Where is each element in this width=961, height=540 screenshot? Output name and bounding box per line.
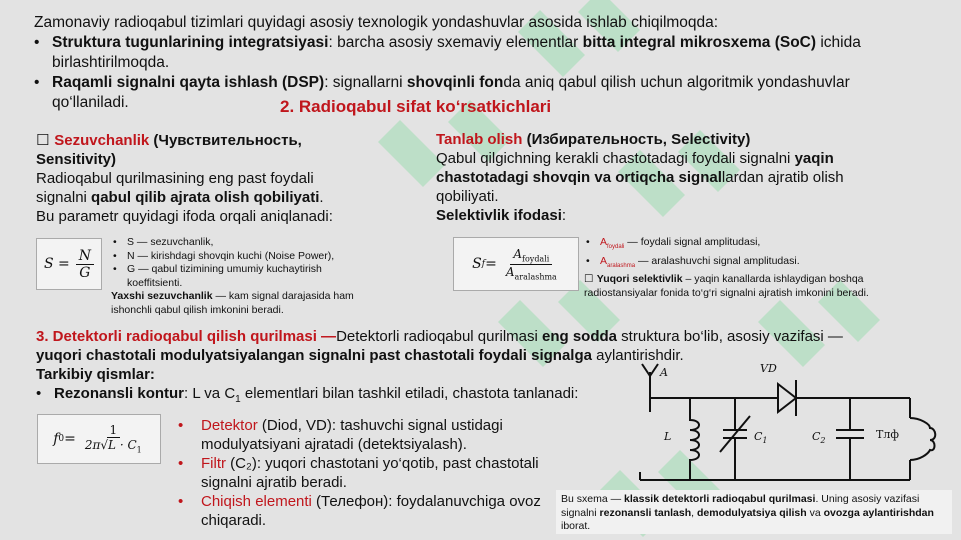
section3-t1: Detektorli radioqabul qurilmasi bbox=[336, 328, 542, 345]
section2-title: 2. Radioqabul sifat ko‘rsatkichlari bbox=[280, 97, 552, 116]
square-icon: ☐ bbox=[584, 273, 597, 286]
intro-b2-bold: Raqamli signalni qayta ishlash (DSP) bbox=[52, 74, 325, 91]
intro-b2-text2: da aniq qabul qilish uchun algoritmik yondashuvlar qo‘llaniladi. bbox=[52, 74, 850, 111]
intro-b1-text2: ichida birlashtirilmoqda. bbox=[52, 34, 861, 71]
square-icon: ☐ bbox=[36, 131, 55, 149]
intro-b1-text: : barcha asosiy sxemaviy elementlar bbox=[328, 34, 583, 51]
sensitivity-p1: Radioqabul qurilmasining eng past foydali signalni bbox=[36, 170, 314, 206]
sensitivity-block bbox=[36, 131, 366, 226]
caption-t3: , bbox=[691, 506, 697, 519]
sens-formula-num: N bbox=[76, 248, 94, 265]
res-formula-lhs: f bbox=[53, 431, 59, 447]
sensitivity-p2: Bu parametr quyidagi ifoda orqali aniqlanadi: bbox=[36, 208, 333, 225]
section3-t1-bold: eng sodda bbox=[542, 328, 618, 345]
component-item bbox=[174, 454, 574, 492]
caption-b2: rezonansli tanlash bbox=[599, 506, 692, 519]
selectivity-block bbox=[436, 130, 896, 225]
caption-b1: klassik detektorli radioqabul qurilmasi bbox=[624, 493, 816, 505]
diode-symbol bbox=[760, 380, 796, 416]
sel-note1-sub: foydali bbox=[607, 244, 625, 251]
sel-note3-text: – yaqin kanallarda ishlaydigan boshqa radiostansiyalar fonida to‘g‘ri signalni ajratish imkonini beradi. bbox=[584, 273, 869, 299]
sens-formula-lhs: S = bbox=[43, 256, 70, 272]
section3-b1-text: : L va C bbox=[184, 385, 236, 402]
resonance-formula bbox=[37, 414, 161, 464]
sens-note-text: — kam signal darajasida ham ishonchli qabul qilish imkonini beradi. bbox=[111, 290, 354, 316]
caption-t5: iborat. bbox=[561, 520, 591, 532]
phone-symbol bbox=[910, 418, 935, 460]
sensitivity-p1-end: . bbox=[319, 189, 324, 206]
capacitor-c1-symbol bbox=[720, 398, 750, 480]
sel-formula-sub: f bbox=[481, 259, 486, 269]
sel-formula-lhs: S bbox=[472, 256, 482, 272]
component-term: Chiqish elementi bbox=[201, 493, 312, 510]
intro-b2-text: : signallarni bbox=[324, 74, 407, 91]
sensitivity-notes bbox=[111, 236, 371, 317]
sel-note3-bold: Yuqori selektivlik bbox=[596, 273, 683, 286]
selectivity-p1-end: lardan ajratib olish qobiliyati. bbox=[436, 169, 844, 205]
selectivity-formula bbox=[453, 237, 579, 291]
selectivity-p2-end: : bbox=[561, 207, 567, 224]
component-text: (Diod, VD): tashuvchi signal ustidagi modulyatsiyani ajratadi (detektsiyalash). bbox=[201, 417, 503, 453]
sel-note1-a: A bbox=[600, 236, 608, 248]
res-formula-den: 2π√L · C bbox=[84, 438, 137, 453]
sel-formula-num-sub: foydali bbox=[522, 254, 550, 264]
components-list bbox=[174, 416, 574, 530]
detector-circuit-diagram bbox=[620, 362, 950, 490]
caption-t2: . Uning asosiy vazifasi signalni bbox=[561, 493, 920, 519]
section3-parts: Tarkibiy qismlar: bbox=[36, 366, 155, 383]
sel-note1-text: — foydali signal amplitudasi, bbox=[624, 236, 761, 248]
selectivity-p1-bold: yaqin chastotadagi shovqin va ortiqcha signal bbox=[436, 150, 834, 186]
section3-t2-rest: aylantirishdir. bbox=[591, 347, 684, 364]
sel-formula-eq: = bbox=[485, 256, 497, 272]
caption-b3: demodulyatsiya qilish bbox=[696, 506, 807, 519]
sel-formula-num: A bbox=[513, 247, 523, 262]
section3-title: 3. Detektorli radioqabul qilish qurilmasi — bbox=[36, 328, 337, 345]
section3-b1-sub: 1 bbox=[235, 394, 241, 405]
inductor-symbol bbox=[690, 398, 699, 480]
sens-note-2: • N — kirishdagi shovqin kuchi (Noise Power), bbox=[111, 250, 371, 264]
selectivity-p2-bold: Selektivlik ifodasi bbox=[436, 207, 562, 224]
intro-b1-bold2: bitta integral mikrosxema (SoC) bbox=[582, 34, 817, 51]
sel-note2-text: — aralashuvchi signal amplitudasi. bbox=[635, 254, 800, 267]
res-formula-num: 1 bbox=[107, 423, 121, 438]
label-phone: Тлф bbox=[876, 428, 899, 441]
capacitor-c2-symbol bbox=[836, 398, 864, 480]
section3-t2-bold: yuqori chastotali modulyatsiyalangan signalni past chastotali foydali signalga bbox=[36, 347, 592, 364]
section3-b1-text2: elementlari bilan tashkil etiladi, chastota tanlanadi: bbox=[240, 385, 579, 402]
intro-text: Zamonaviy radioqabul tizimlari quyidagi asosiy texnologik yondashuvlar asosida ishlab chiqilmoqda: bbox=[34, 14, 719, 31]
intro-b1-bold: Struktura tugunlarining integratsiyasi bbox=[52, 34, 329, 51]
label-vd: VD bbox=[760, 362, 777, 375]
caption-t4: va bbox=[806, 506, 824, 519]
component-term: Detektor bbox=[201, 417, 258, 434]
selectivity-p1: Qabul qilgichning kerakli chastotadagi foydali signalni bbox=[436, 150, 795, 167]
res-formula-den-sub: 1 bbox=[136, 445, 142, 455]
sensitivity-term-rest: (Чувствительность, Sensitivity) bbox=[36, 132, 302, 168]
sensitivity-term: Sezuvchanlik bbox=[54, 132, 150, 149]
label-a: A bbox=[660, 366, 668, 379]
sel-formula-den-sub: aralashma bbox=[514, 271, 557, 281]
res-formula-eq: = bbox=[64, 431, 76, 447]
section3-b1-bold: Rezonansli kontur bbox=[54, 385, 185, 402]
selectivity-term: Tanlab olish bbox=[436, 131, 523, 148]
component-text: (C₂): yuqori chastotani yo‘qotib, past chastotali signalni ajratib beradi. bbox=[201, 455, 539, 491]
res-formula-lhs-sub: 0 bbox=[58, 434, 65, 444]
component-term: Filtr bbox=[201, 455, 226, 472]
label-l: L bbox=[664, 430, 672, 443]
caption-b4: ovozga aylantirishdan bbox=[823, 506, 934, 519]
sel-note2-a: A bbox=[600, 254, 608, 267]
sens-note-3: • G — qabul tizimining umumiy kuchaytirish koeffitsienti. bbox=[111, 263, 371, 290]
circuit-caption bbox=[556, 490, 952, 534]
component-text: (Телефон): foydalanuvchiga ovoz chiqaradi. bbox=[201, 493, 541, 529]
sens-note-1: • S — sezuvchanlik, bbox=[111, 236, 371, 250]
intro-bullet-1 bbox=[34, 33, 961, 73]
section3-t1-rest: struktura bo‘lib, asosiy vazifasi — bbox=[617, 328, 843, 345]
label-c2: $C_2$ bbox=[812, 430, 826, 445]
caption-t1: Bu sxema — bbox=[561, 493, 625, 505]
sensitivity-formula bbox=[36, 238, 102, 290]
sensitivity-p1-bold: qabul qilib ajrata olish qobiliyati bbox=[91, 189, 320, 206]
label-c1: $C_1$ bbox=[754, 430, 768, 445]
antenna-symbol bbox=[642, 364, 658, 386]
component-item bbox=[174, 492, 574, 530]
component-item bbox=[174, 416, 574, 454]
selectivity-notes: • $A_{foydali}$ — foydali signal amplitudasi, • $A_{aralashma}$ — aralashuvchi signal amplitudasi. ☐ Yuqori selektivlik – yaqin kanallarda ishlaydigan boshqa radiostansiyalar fonida to‘g‘ri signalni ajratish imkonini beradi. bbox=[584, 236, 869, 299]
sens-note-bold: Yaxshi sezuvchanlik bbox=[111, 290, 213, 302]
sel-note2-sub: aralashma bbox=[607, 262, 636, 269]
intro-b2-bold2: shovqinli fon bbox=[406, 74, 504, 91]
selectivity-term-rest: (Избирательность, Selectivity) bbox=[522, 131, 751, 148]
sel-formula-den: A bbox=[505, 264, 515, 279]
sens-formula-den: G bbox=[79, 264, 91, 281]
